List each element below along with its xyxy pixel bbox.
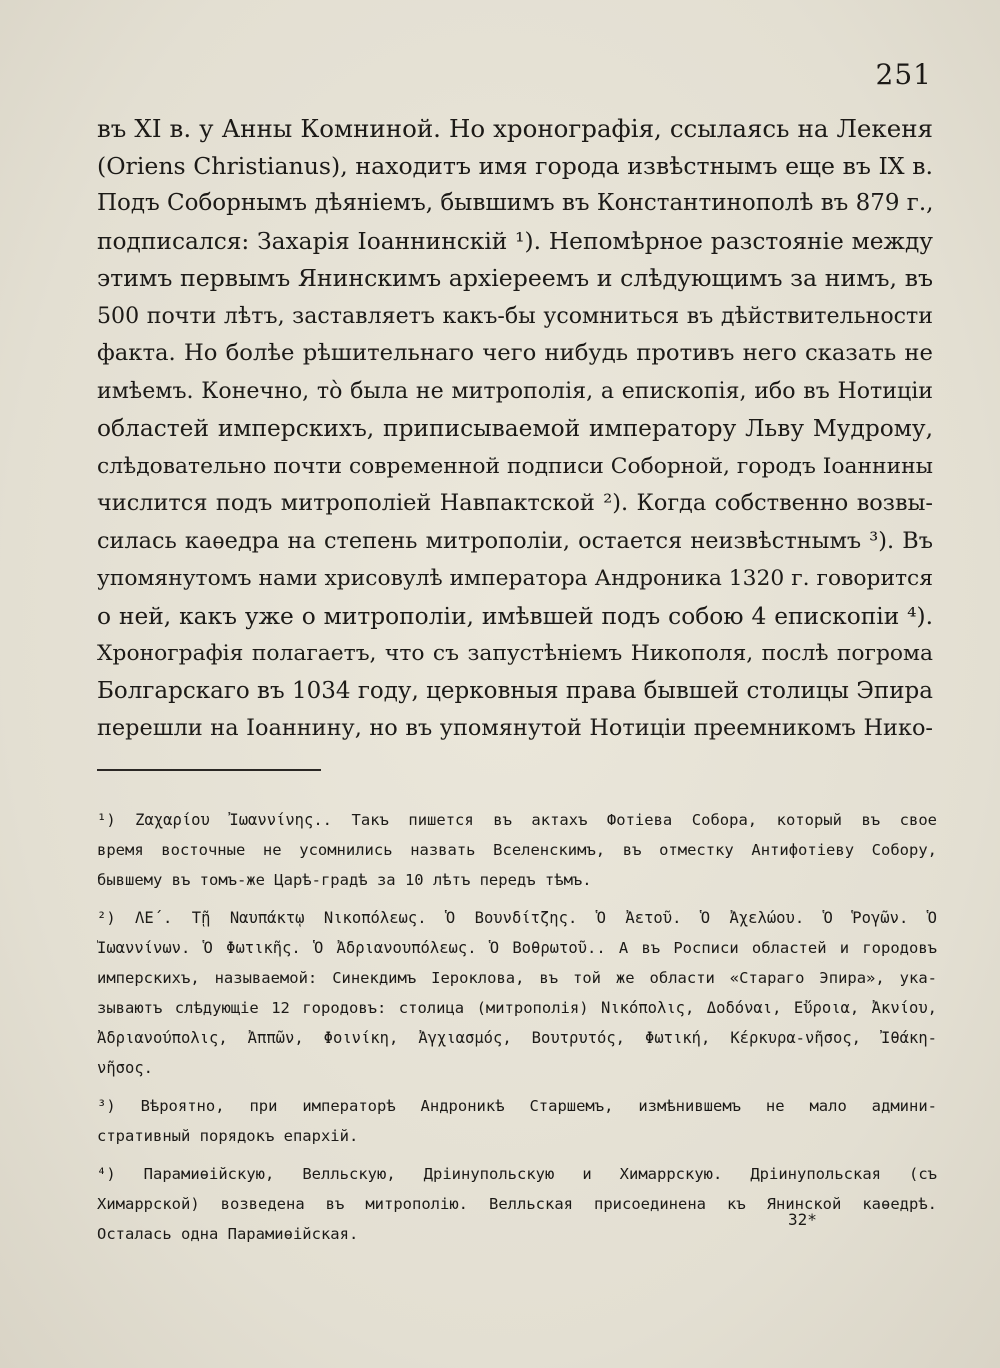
page-number: 251	[875, 58, 932, 91]
footnote-line: ⁴) Парамиѳійскую, Велльскую, Дріинупольскую и Химаррскую. Дріинупольская (съ	[97, 1165, 937, 1183]
footnote-line: бывшему въ томъ-же Царѣ-градѣ за 10 лѣтъ передъ тѣмъ.	[97, 871, 592, 889]
main-text	[97, 110, 933, 748]
text-line: Болгарскаго въ 1034 году, церковныя права бывшей столицы Эпира	[97, 677, 933, 704]
text-line: слѣдовательно почти современной подписи Соборной, городъ Іоаннины	[97, 453, 933, 479]
footnote-2	[97, 903, 937, 1083]
footnote-line: Ἀδριανούπολις, Ἀππῶν, Φοινίκη, Ἀγχιασμός, Βουτρυτός, Φωτική, Κέρκυρα-νῆσος, Ἰθάκη-	[97, 1029, 937, 1047]
footnote-line: ³) Вѣроятно, при императорѣ Андроникѣ Старшемъ, измѣнившемъ не мало админи-	[97, 1097, 937, 1115]
footnote-line: ¹) Ζαχαρίου Ἰωαννίνης.. Такъ пишется въ актахъ Фотіева Собора, который въ свое	[97, 811, 937, 829]
text-line: подписался: Захарія Іоаннинскій ¹). Непомѣрное разстояніе между	[97, 227, 933, 255]
footnote-line: зываютъ слѣдующіе 12 городовъ: столица (митрополія) Νικόπολις, Δοδόναι, Εὔροια, Ἀκνίου,	[97, 999, 937, 1017]
footnote-line: ²) ΛΕ΄. Τῇ Ναυπάκτῳ Νικοπόλεως. Ὁ Βουνδίτζης. Ὁ Ἀετοῦ. Ὁ Ἀχελώου. Ὁ Ῥογῶν. Ὁ	[97, 909, 937, 927]
text-line: перешли на Іоаннину, но въ упомянутой Нотиціи преемникомъ Нико-	[97, 715, 933, 741]
text-line: (Oriens Christianus), находитъ имя города извѣстнымъ еще въ IX в.	[97, 151, 933, 180]
text-line: имѣемъ. Конечно, то̀ была не митрополія, а епископія, ибо въ Нотиціи	[97, 377, 933, 404]
footnote-line: Осталась одна Парамиѳійская.	[97, 1225, 359, 1243]
footnote-line: Ἰωαννίνων. Ὁ Φωτικῆς. Ὁ Ἀδριανουπόλεως. Ὁ Βοθρωτοῦ.. А въ Росписи областей и городовъ	[97, 939, 937, 957]
text-line: числится подъ митрополіей Навпактской ²). Когда собственно возвы-	[97, 490, 933, 516]
footnote-line: νῆσος.	[97, 1059, 153, 1077]
footnote-4	[97, 1159, 937, 1249]
footnote-3	[97, 1091, 937, 1151]
text-line: о ней, какъ уже о митрополіи, имѣвшей подъ собою 4 епископіи ⁴).	[97, 602, 933, 630]
text-line: Подъ Соборнымъ дѣяніемъ, бывшимъ въ Константинополѣ въ 879 г.,	[97, 190, 934, 216]
footnote-line: имперскихъ, называемой: Синекдимъ Іероклова, въ той же области «Стараго Эпира», ука-	[97, 969, 937, 987]
text-line: упомянутомъ нами хрисовулѣ императора Андроника 1320 г. говорится	[97, 566, 933, 591]
text-line: 500 почти лѣтъ, заставляетъ какъ-бы усомниться въ дѣйствительности	[97, 302, 933, 329]
footnote-line: стративный порядокъ епархій.	[97, 1127, 359, 1145]
text-line: силась каѳедра на степень митрополіи, остается неизвѣстнымъ ³). Въ	[97, 527, 933, 554]
footnote-line: Химаррской) возведена въ митрополію. Велльская присоединена къ Янинской каѳедрѣ.	[97, 1195, 937, 1213]
footnotes	[97, 805, 937, 1257]
signature-mark: 32*	[788, 1210, 817, 1229]
text-line: этимъ первымъ Янинскимъ архіереемъ и слѣдующимъ за нимъ, въ	[97, 264, 933, 292]
footnote-1	[97, 805, 937, 895]
text-line: Хронографія полагаетъ, что съ запустѣніемъ Никополя, послѣ погрома	[97, 641, 933, 666]
footnote-separator	[97, 769, 321, 771]
text-line: въ XI в. у Анны Комниной. Но хронографія, ссылаясь на Лекеня	[97, 114, 933, 143]
footnote-line: время восточные не усомнились назвать Вселенскимъ, въ отместку Антифотіеву Собору,	[97, 841, 937, 859]
text-line: областей имперскихъ, приписываемой императору Льву Мудрому,	[97, 415, 933, 442]
text-line: факта. Но болѣе рѣшительнаго чего нибудь противъ него сказать не	[97, 340, 933, 366]
